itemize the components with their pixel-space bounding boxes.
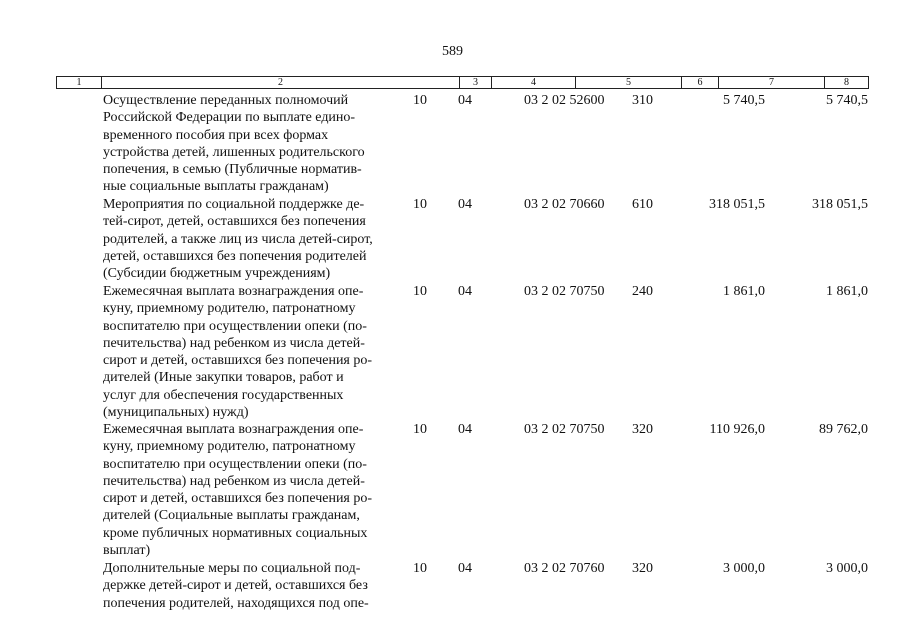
section-code: 10 bbox=[413, 93, 427, 108]
page-number: 589 bbox=[442, 44, 463, 59]
subsection-code: 04 bbox=[458, 93, 472, 108]
description-line: держке детей-сирот и детей, оставшихся без bbox=[103, 578, 368, 594]
description-line: воспитателю при осуществлении опеки (по- bbox=[103, 318, 367, 334]
table-header-row bbox=[56, 76, 869, 89]
expense-type-code: 310 bbox=[632, 93, 653, 108]
description-line: куну, приемному родителю, патронатному bbox=[103, 301, 356, 317]
row-description bbox=[103, 283, 403, 421]
description-line: печительства) над ребенком из числа детей- bbox=[103, 473, 365, 489]
header-cell-1: 1 bbox=[76, 77, 82, 88]
header-cell-4: 4 bbox=[491, 77, 575, 88]
description-line: Ежемесячная выплата вознаграждения опе- bbox=[103, 422, 364, 437]
target-article-code: 03 2 02 70750 bbox=[524, 284, 605, 299]
amount-column-7: 110 926,0 bbox=[709, 422, 765, 437]
amount-column-8: 318 051,5 bbox=[812, 197, 868, 212]
description-line: тей-сирот, детей, оставшихся без попечения bbox=[103, 214, 366, 230]
section-code: 10 bbox=[413, 561, 427, 576]
subsection-code: 04 bbox=[458, 197, 472, 212]
description-line: сирот и детей, оставшихся без попечения ро- bbox=[103, 353, 373, 369]
description-line: временного пособия при всех формах bbox=[103, 127, 329, 143]
description-line: попечения, в семью (Публичные норматив- bbox=[103, 162, 362, 178]
description-line: (муниципальных) нужд) bbox=[103, 405, 249, 421]
description-line: ные социальные выплаты гражданам) bbox=[103, 179, 329, 195]
description-line: сирот и детей, оставшихся без попечения ро- bbox=[103, 491, 373, 507]
expense-type-code: 320 bbox=[632, 422, 653, 437]
amount-column-7: 5 740,5 bbox=[723, 93, 765, 108]
header-cell-7: 7 bbox=[718, 77, 824, 88]
description-line: дителей (Социальные выплаты гражданам, bbox=[103, 508, 360, 524]
description-line: попечения родителей, находящихся под опе- bbox=[103, 595, 369, 611]
header-cell-6: 6 bbox=[681, 77, 718, 88]
amount-column-7: 318 051,5 bbox=[709, 197, 765, 212]
amount-column-7: 1 861,0 bbox=[723, 284, 765, 299]
description-line: Дополнительные меры по социальной под- bbox=[103, 561, 361, 576]
description-line: родителей, а также лиц из числа детей-сирот, bbox=[103, 231, 373, 247]
section-code: 10 bbox=[413, 422, 427, 437]
description-line: печительства) над ребенком из числа детей- bbox=[103, 335, 365, 351]
expense-type-code: 320 bbox=[632, 561, 653, 576]
expense-type-code: 610 bbox=[632, 197, 653, 212]
target-article-code: 03 2 02 52600 bbox=[524, 93, 605, 108]
target-article-code: 03 2 02 70760 bbox=[524, 561, 605, 576]
description-line: (Субсидии бюджетным учреждениям) bbox=[103, 266, 331, 282]
description-line: дителей (Иные закупки товаров, работ и bbox=[103, 370, 344, 386]
description-line: Мероприятия по социальной поддержке де- bbox=[103, 197, 365, 212]
amount-column-8: 1 861,0 bbox=[826, 284, 868, 299]
description-line: услуг для обеспечения государственных bbox=[103, 387, 344, 403]
expense-type-code: 240 bbox=[632, 284, 653, 299]
row-description bbox=[103, 196, 403, 282]
target-article-code: 03 2 02 70750 bbox=[524, 422, 605, 437]
section-code: 10 bbox=[413, 197, 427, 212]
subsection-code: 04 bbox=[458, 284, 472, 299]
row-description bbox=[103, 92, 403, 196]
description-line: Российской Федерации по выплате едино- bbox=[103, 110, 356, 126]
amount-column-8: 5 740,5 bbox=[826, 93, 868, 108]
amount-column-7: 3 000,0 bbox=[723, 561, 765, 576]
amount-column-8: 89 762,0 bbox=[819, 422, 868, 437]
target-article-code: 03 2 02 70660 bbox=[524, 197, 605, 212]
description-line: детей, оставшихся без попечения родителей bbox=[103, 248, 367, 264]
description-line: воспитателю при осуществлении опеки (по- bbox=[103, 456, 367, 472]
section-code: 10 bbox=[413, 284, 427, 299]
row-description bbox=[103, 421, 403, 559]
description-line: устройства детей, лишенных родительского bbox=[103, 144, 365, 160]
description-line: Осуществление переданных полномочий bbox=[103, 93, 349, 108]
description-line: выплат) bbox=[103, 543, 151, 559]
description-line: кроме публичных нормативных социальных bbox=[103, 525, 368, 541]
description-line: Ежемесячная выплата вознаграждения опе- bbox=[103, 284, 364, 299]
header-cell-5: 5 bbox=[575, 77, 681, 88]
header-cell-8: 8 bbox=[824, 77, 868, 88]
header-cell-2: 2 bbox=[101, 77, 459, 88]
subsection-code: 04 bbox=[458, 422, 472, 437]
row-description bbox=[103, 560, 403, 612]
header-cell-3: 3 bbox=[459, 77, 491, 88]
amount-column-8: 3 000,0 bbox=[826, 561, 868, 576]
description-line: куну, приемному родителю, патронатному bbox=[103, 439, 356, 455]
subsection-code: 04 bbox=[458, 561, 472, 576]
